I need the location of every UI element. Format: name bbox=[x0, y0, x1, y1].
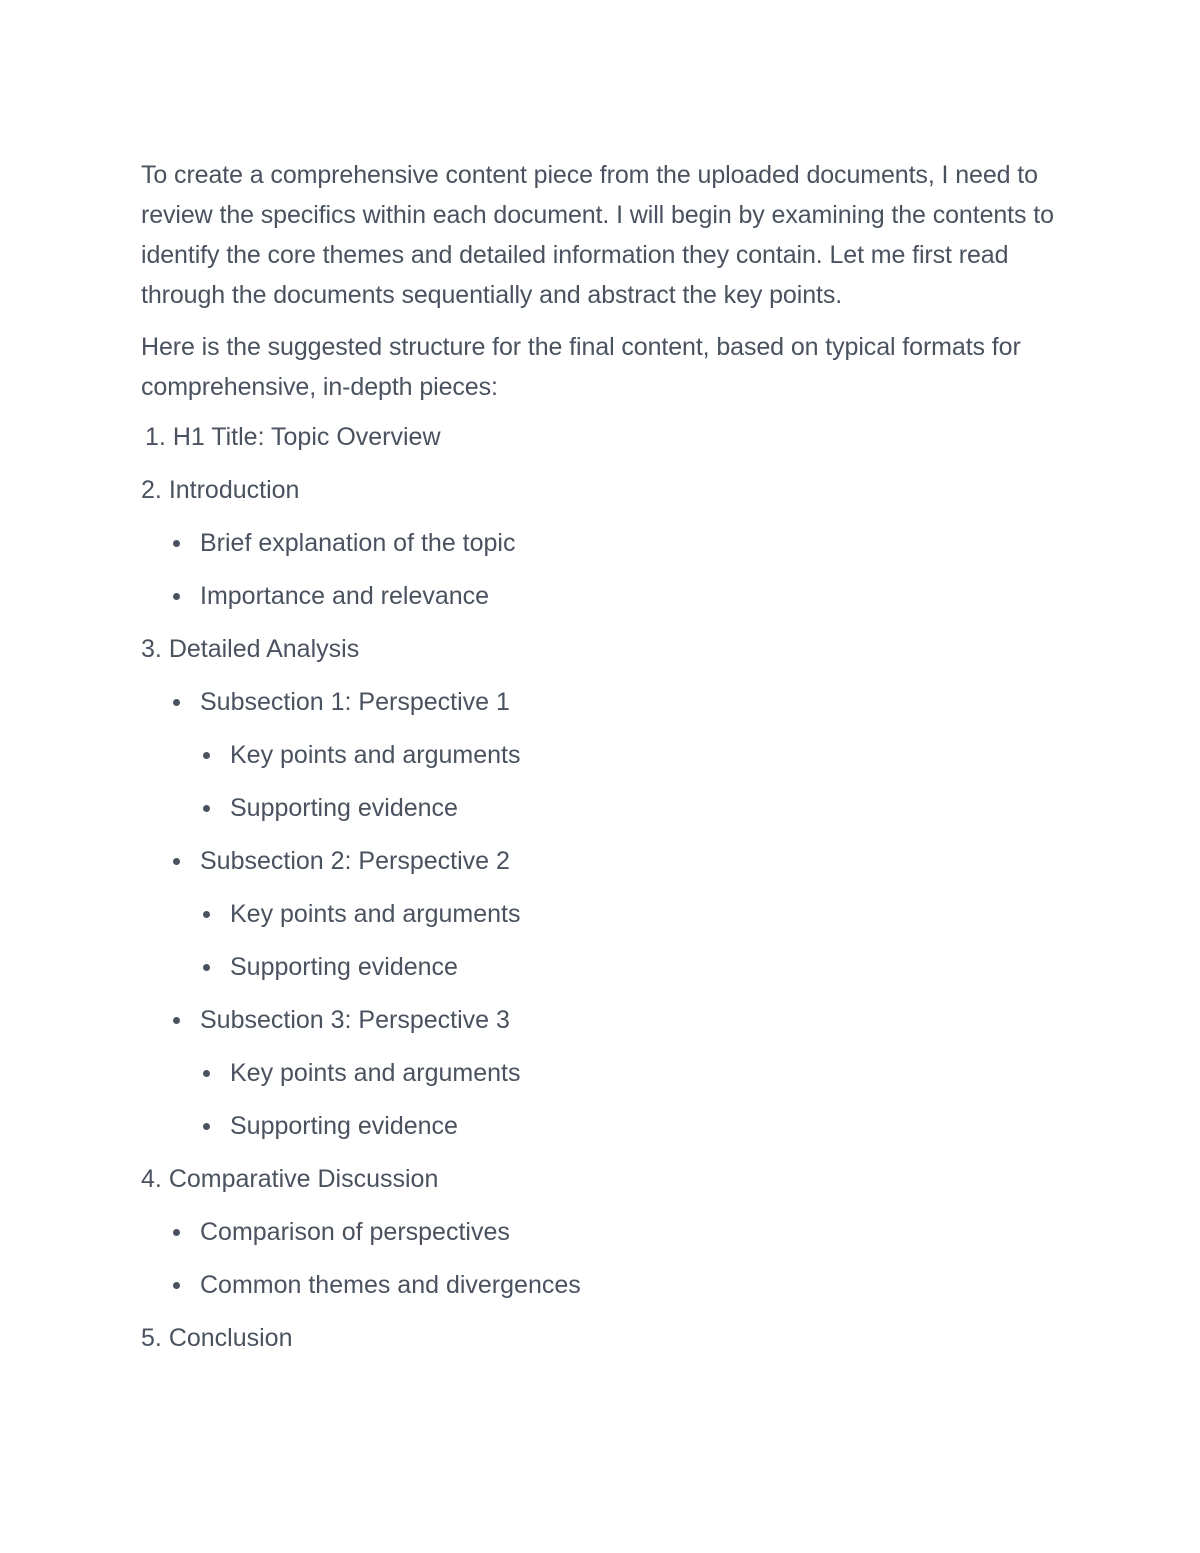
list-item-text: Subsection 1: Perspective 1 bbox=[200, 688, 510, 716]
nested-list bbox=[141, 1053, 1071, 1146]
outline-number: 5. bbox=[141, 1324, 162, 1352]
outline-number: 3. bbox=[141, 635, 162, 663]
outline-number: 4. bbox=[141, 1165, 162, 1193]
list-item bbox=[141, 735, 1071, 775]
nested-list bbox=[141, 735, 1071, 828]
outline-label: Detailed Analysis bbox=[168, 635, 360, 663]
bullet-icon bbox=[173, 699, 180, 706]
outline-number: 2. bbox=[141, 476, 162, 504]
bullet-icon bbox=[173, 1229, 180, 1236]
list-item bbox=[141, 841, 1071, 987]
outline-item-introduction bbox=[141, 470, 1071, 616]
bullet-icon bbox=[203, 964, 210, 971]
outline-label: Conclusion bbox=[168, 1324, 293, 1352]
list-item bbox=[141, 1000, 1071, 1146]
bullet-icon bbox=[173, 1282, 180, 1289]
outline-label: Comparative Discussion bbox=[168, 1165, 439, 1193]
list-item-text: Subsection 2: Perspective 2 bbox=[200, 847, 510, 875]
bullet-icon bbox=[203, 1123, 210, 1130]
outline-label: H1 Title: Topic Overview bbox=[172, 423, 441, 451]
bullet-icon bbox=[203, 911, 210, 918]
outline-label: Introduction bbox=[168, 476, 300, 504]
bullet-icon bbox=[173, 593, 180, 600]
list-item bbox=[141, 523, 1071, 563]
list-item bbox=[141, 1265, 1071, 1305]
sub-list bbox=[141, 1212, 1071, 1305]
list-item bbox=[141, 947, 1071, 987]
list-item-text: Supporting evidence bbox=[230, 953, 458, 981]
list-item-text: Key points and arguments bbox=[230, 741, 521, 769]
list-item bbox=[141, 682, 1071, 828]
list-item-text: Subsection 3: Perspective 3 bbox=[200, 1006, 510, 1034]
list-item bbox=[141, 1106, 1071, 1146]
sub-list bbox=[141, 523, 1071, 616]
bullet-icon bbox=[173, 858, 180, 865]
structure-paragraph: Here is the suggested structure for the final content, based on typical formats for comprehensive, in-depth pieces: bbox=[141, 333, 1021, 401]
nested-list bbox=[141, 894, 1071, 987]
list-item-text: Common themes and divergences bbox=[200, 1271, 581, 1299]
outline-item-detailed-analysis bbox=[141, 629, 1071, 1146]
list-item-text: Key points and arguments bbox=[230, 900, 521, 928]
sub-list bbox=[141, 682, 1071, 1146]
list-item-text: Comparison of perspectives bbox=[200, 1218, 510, 1246]
outline-number: 1. bbox=[145, 423, 166, 451]
bullet-icon bbox=[173, 1017, 180, 1024]
content-outline bbox=[141, 417, 1071, 1358]
list-item bbox=[141, 1212, 1071, 1252]
list-item-text: Importance and relevance bbox=[200, 582, 490, 610]
document-page bbox=[141, 155, 1071, 1371]
list-item bbox=[141, 576, 1071, 616]
bullet-icon bbox=[173, 540, 180, 547]
bullet-icon bbox=[203, 805, 210, 812]
bullet-icon bbox=[203, 752, 210, 759]
list-item bbox=[141, 788, 1071, 828]
list-item-text: Brief explanation of the topic bbox=[200, 529, 516, 557]
list-item-text: Supporting evidence bbox=[230, 1112, 458, 1140]
list-item bbox=[141, 894, 1071, 934]
list-item bbox=[141, 1053, 1071, 1093]
outline-item-conclusion bbox=[141, 1318, 1071, 1358]
list-item-text: Supporting evidence bbox=[230, 794, 458, 822]
outline-item-comparative-discussion bbox=[141, 1159, 1071, 1305]
list-item-text: Key points and arguments bbox=[230, 1059, 521, 1087]
bullet-icon bbox=[203, 1070, 210, 1077]
intro-paragraph: To create a comprehensive content piece from the uploaded documents, I need to review the specifics within each document. I will begin by examining the contents to identify the core themes and detailed information they contain. Let me first read through the documents sequentially and abstract the key points. bbox=[141, 161, 1054, 309]
outline-item-title bbox=[141, 417, 1071, 457]
